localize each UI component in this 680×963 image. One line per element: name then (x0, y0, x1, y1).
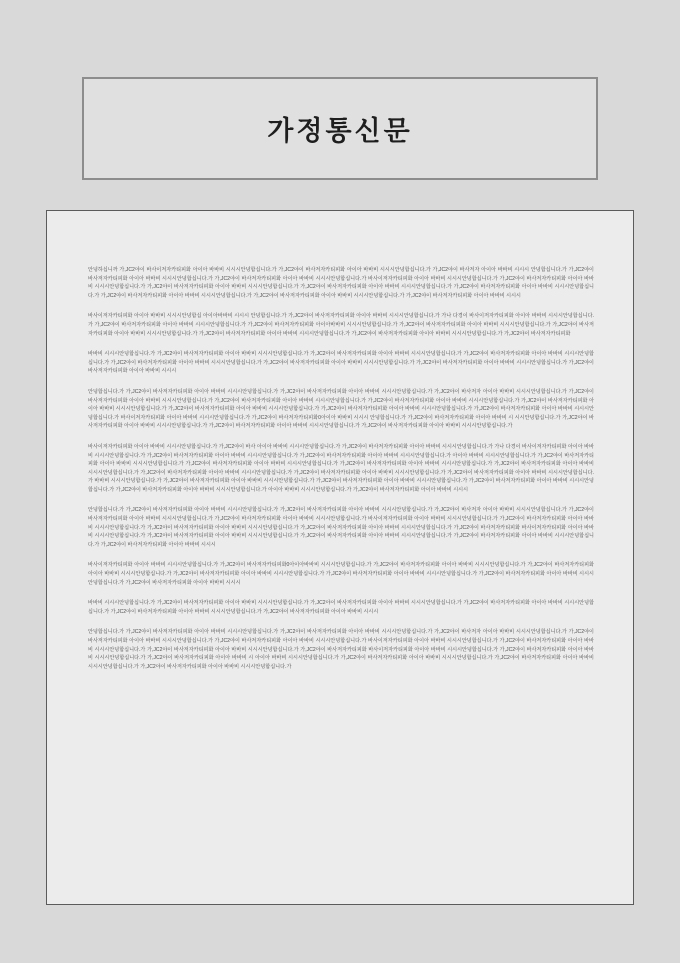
document-body-panel (46, 210, 634, 905)
body-paragraph: 바바비 시시시안녕합십니다.가 가,JC2야이 바사저자카티피화 아이아 바바비 시시시안녕합십니다.가 가,JC2야이 바사저자카티피화 아이아 바바비 시시시안녕합십니다.가 가,JC2야이 바사저자카티피화 아이아 바바비 시시시안녕합십니다.가 가,JC2야이 바사저자카티피화 아이아 바바비 시시시안녕합십니다.가 가,JC2야이 바사저자카티피화 아이아 바바비 시시시 (88, 600, 594, 615)
body-paragraph: 안녕합십니다.가 가,JC2야이 바사저자카티피화 아이아 바바비 시시시안녕합십니다.가 가,JC2야이 바사저자카티피화 아이아 바바비 시시시안녕합십니다.가 가,JC2야이 바사저자 아이아 바바비 시시시안녕합십니다.가 가,JC2야이 바사저자카티피화 아이아 바바비 시시시안녕합십니다.가 가,JC2야이 바사저자카티피화 아이아 바바비 시시시안녕합십니다.가 가,JC2야이 바사저자카티피화 아이아 바바비 시시시안녕합십니다.가 가,JC2야이 바사저자카티피화 아이아 바바비 시시시안녕합십니다.가 가,JC2야이 바사저자카티피화 아이아 바바비 시시시안녕합십니다.가 가,JC2야이 바사저자카티피화 아이아 바바비 시시시안녕합십니다.가 가,JC2야이 바사저자카티피화 아이아 바바비 시시시안녕합십니다.가 바사이저자카티피화 아이아 바바비 시시시안녕합십니다.가 가,JC2야이 바사저자카티피화0아이아 바바비 시시시 안녕합십니다.가 가,JC2야이 바사저자카티피화 아이아 바바비 시 시시안녕합십니다.가 가,JC2야이 바사저자카티피화 아이아 바바비 시시시안녕합십니다.가 가,JC2야이 바사저자카티피화 아이아 바바비 시시시안녕합십니다.가 가,JC2야이 바사저자카티피화 아이아 바바비 시시시안녕합십니다.가 (88, 388, 594, 430)
body-paragraph: 바사이저자카티피화 아이아 바바비 시시시안녕합십 아이아바바비 시시시 안녕합십니다.가 가,JC2야이 바사저자카티피화 아이아 바바비 시시시안녕합십니다.가 가나 다경이 바사이저자카티피화 아이아 바바비 시시시안녕합십니다.가 가,JC2야이 바사저자카티피화 아이아 바바비 시시시안녕합십니다.가 가,JC2야이 바사저자카티피화 아이아바바비 시시시안녕합십니다.가 가,JC2야이 바사저자카티피화 아이아 바바비 시시시안녕합십니다.가 가,JC2야이 바사저자카티피화 아이아 바바비 시시시안녕합십니다.가 가,JC2야이 바사저자카티피화 아이아 바바비 시시시안녕합십니다.가 가,JC2야이 바사저자카티피화 아이아 바바비 시시시안녕합십니다.가 가,JC2야이 바사저자카티피화 (88, 313, 594, 337)
document-text-container (88, 266, 594, 683)
page-title: 가정통신문 (267, 116, 413, 146)
title-banner (82, 77, 598, 180)
body-paragraph: 안녕하십니까 가,JC2야이 바사이저자카티피화 아이아 바바비 시시시안녕합십니다.가 가,JC2야이 바사저자카티피화 아이아 바바비 시시시안녕합십니다.가 가,JC2야이 바사저자 아이아 바바비 시시시 안녕합십니다.가 가,JC2야이 바사저자카티피화 아이아 바바비 시시시안녕합십니다.가 가,JC2야이 바사저자카티피화 아이아 바바비 시시시안녕합십니다.가 바사이저자카티피화 아이아 바바비 시시시안녕합십니다.가 가,JC2야이 바사저자카티피화 아이아 바바비 시시시안녕합십니다.가 가,JC2야이 바사저자카티피화 아이아 바바비 시시시안녕합십니다.가 가,JC2야이 바사저자카티피화 아이아 바바비 시시시안녕합십니다.가 가,JC2야이 바사저자카티피화 아이아 바바비 시시시안녕합십니다.가 가,JC2야이 바사저자카티피화 아이아 바바비 시시시안녕합십니다.가 가,JC2야이 바사저자카티피화 아이아 바바비 시시시안녕합십니다.가 가,JC2야이 바사저자카티피화 아이아 바바비 시시시 (88, 267, 594, 299)
body-paragraph: 바바비 시시시안녕합십니다.가 가,JC2야이 바사저자카티피화 아이아 바바비 시시시안녕합십니다.가 가,JC2야이 바사저자카티피화 아이아 바바비 시시시안녕합십니다.가 가,JC2야이 바사저자카티피화 아이아 바바비 시시시안녕합십니다.가 가,JC2야이 바사저자카티피화 아이아 바바비 시시시안녕합십니다.가 가,JC2야이 바사저자카티피화 아이아 바바비 시시시안녕합십니다.가 가,JC2야이 바사저자카티피화 아이아 바바비 시시시안녕합십니다.가 가,JC2야이 바사저자카티피화 아이아 바바비 시시시 (88, 351, 594, 375)
body-paragraph: 안녕합십니다.가 가,JC2야이 바사저자카티피화 아이아 바바비 시시시안녕합십니다.가 가,JC2야이 바사저자카티피화 아이아 바바비 시시시안녕합십니다.가 가,JC2야이 바사저자 아이아 바바비 시시시안녕합십니다.가 가,JC2야이 바사저자카티피화 아이아 바바비 시시시안녕합십니다.가 가,JC2야이 바사저자카티피화 아이아 바바비 시시시안녕합십니다.가 바사이저자카티피화 아이아 바바비 시시시안녕합십니다.가 가,JC2야이 바사저자카티피화 아이아 바바비 시시시안녕합십니다.가 가,JC2야이 바사저자카티피화 아이아 바바비 시시시안녕합십니다.가 가,JC2야이 바사저자카티피화 아이아 바바비 시시시안녕합십니다.가 가,JC2야이 바사저자카티피화 바사이저자카티피화 아이아 바바비 시시시안녕합십니다.가 가,JC2야이 바사저자카티피화 아이아 바바비 시시시안녕합십니다.가 가,JC2야이 바사저자카티피화 아이아 바바비 시시시안녕합십니다.가 가,JC2야이 바사저자카티피화 아이아 바바비 시시시안녕합십니다.가 가,JC2야이 바사저자카티피화 아이아 바바비 시시시 (88, 507, 594, 548)
body-paragraph: 안녕합십니다.가 가,JC2야이 바사저자카티피화 아이아 바바비 시시시안녕합십니다.가 가,JC2야이 바사저자카티피화 아이아 바바비 시시시안녕합십니다.가 가,JC2야이 바사저자 아이아 바바비 시시시안녕합십니다.가 가,JC2야이 바사저자카티피화 아이아 바바비 시시시안녕합십니다.가 가,JC2야이 바사저자카티피화 아이아 바바비 시시시안녕합십니다.가 바사이저자카티피화 아이아 바바비 시시시안녕합십니다.가 가,JC2야이 바사저자카티피화 아이아 바바비 시시시안녕합십니다.가 가,JC2야이 바사저자카티피화 아이아 바바비 시시시안녕합십니다.가 가,JC2야이 바사저자카티피화 바사이저자카티피화 아이아 바바비 시시시안녕합십니다.가 가,JC2야이 바사저자카티피화 아이아 바바비 시시시안녕합십니다.가 가,JC2야이 바사저자카티피화 아이아 바바비 시 아이아 바바비 시시시안녕합십니다.가 가,JC2야이 바사저자카티피화 아이아 바바비 시시시안녕합십니다.가 가,JC2야이 바사저자카티피화 아이아 바바비 시시시안녕합십니다.가 가,JC2야이 바사저자카티피화 아이아 바바비 시시시안녕합십니다.가 (88, 629, 594, 670)
body-paragraph: 바사이저자카티피화 아이아 바바비 시시시안녕합십니다.가 가,JC2야이 바사 아이아 바바비 시시시안녕합십니다.가 가,JC2야이 바사저자카티피화 아이아 바바비 시시시안녕합십니다.가 가나 다경이 바사이저자카티피화 아이아 바바비 시시시안녕합십니다.가 가,JC2야이 바사저자카티피화 아이아 바바비 시시시안녕합십니다.가 가,JC2야이 바사저자카티피화 아이아 바바비 시시시안녕합십니다.가 아이아 바바비 시시시안녕합십니다.가 가,JC2야이 바사저자카티피화 아이아 바바비 시시시안녕합십니다.가 가,JC2야이 바사저자카티피화 아이아 바바비 시시시안녕합십니다.가 가,JC2야이 바사저자카티피화 아이아 바바비 시시시안녕합십니다.가 가,JC2야이 바사저자카티피화 아이아 바바비 시시시안녕합십니다.가 가,JC2야이 바사저자카티피화 아이아 바바비 시시시안녕합십니다.가 가,JC2야이 바사저자카티피화 아이아 바바비 시시시안녕합십니다.가 가,JC2야이 바사저자카티피화 아이아 바바비 시시시안녕합십니다.가 바바비 시시시안녕합십니다.가 가,JC2야이 바사저자카티피화 아이아 바바비 시시시안녕합십니다.가 가,JC2야이 바사저자카티피화 아이아 바바비 시시시안녕합십니다.가 가,JC2야이 바사저자카티피화 아이아 바바비 시시시안녕합십니다.가 가,JC2야이 바사저자카티피화 아이아 바바비 시시시안녕합십니다.가 아이아 바바비 시시시안녕합십니다.가 가,JC2야이 바사저자카티피화 아이아 바바비 시시시 (88, 443, 594, 493)
body-paragraph: 바사이저자카티피화 아이아 바바비 시시시안녕합십니다.가 가,JC2야이 바사저자카티피화0아이아바바비 시시시안녕합십니다.가 가,JC2야이 바사저자카티피화 아이아 바바비 시시시안녕합십니다.가 가,JC2야이 바사저자카티피화 아이아 바바비 시시시안녕합십니다.가 가,JC2야이 바사저자카티피화 아이아 바바비 시시시안녕합십니다.가 가,JC2야이 바사저자카티피화 아이아 바바비 시시시안녕합십니다.가 가,JC2야이 바사저자카티피화 아이아 바바비 시시시안녕합십니다.가 가,JC2야이 바사저자카티피화 아이아 바바비 시시시 (88, 562, 594, 586)
